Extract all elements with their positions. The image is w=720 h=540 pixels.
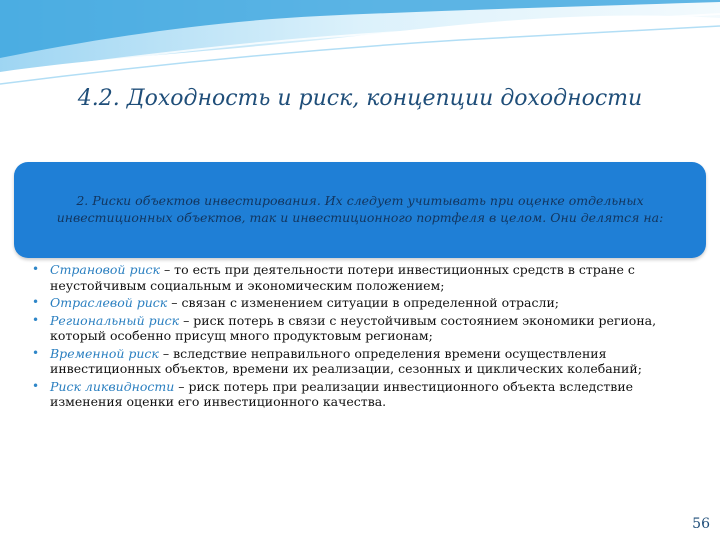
list-item — [30, 313, 698, 344]
list-item — [30, 295, 698, 311]
risk-list — [30, 262, 698, 412]
risk-term: Страновой риск — [50, 262, 160, 277]
risk-description: – риск потерь в связи с неустойчивым состоянием экономики региона, который особенно присущ много продуктовым регионам; — [50, 312, 657, 343]
bullet-dot-icon: • — [32, 345, 40, 360]
slide-title: 4.2. Доходность и риск, концепции доходности — [77, 86, 643, 111]
callout-box — [14, 162, 706, 258]
list-item — [30, 262, 698, 293]
bullet-dot-icon: • — [32, 378, 40, 393]
list-item — [30, 346, 698, 377]
risk-description: – то есть при деятельности потери инвестиционных средств в стране с неустойчивым социальным и экономическим положением; — [50, 262, 635, 293]
risk-term: Региональный риск — [50, 312, 180, 328]
bullet-dot-icon: • — [32, 295, 40, 309]
risk-description: – связан с изменением ситуации в определенной отрасли; — [167, 295, 559, 310]
callout-text: 2. Риски объектов инвестирования. Их следует учитывать при оценке отдельных инвестиционных объектов, так и инвестиционного портфеля в целом. Они делятся на: — [56, 193, 664, 225]
risk-term: Риск ликвидности — [50, 378, 175, 394]
bullet-dot-icon: • — [32, 312, 40, 327]
page-number: 56 — [692, 516, 710, 532]
list-item — [30, 379, 698, 410]
risk-term: Временной риск — [50, 345, 159, 361]
risk-term: Отраслевой риск — [50, 295, 168, 310]
risk-description: – вследствие неправильного определения времени осуществления инвестиционных объектов, времени их реализации, сезонных и циклических колебаний; — [50, 345, 642, 376]
risk-description: – риск потерь при реализации инвестиционного объекта вследствие изменения оценки его инвестиционного качества. — [50, 378, 634, 409]
bullet-dot-icon: • — [32, 262, 40, 276]
